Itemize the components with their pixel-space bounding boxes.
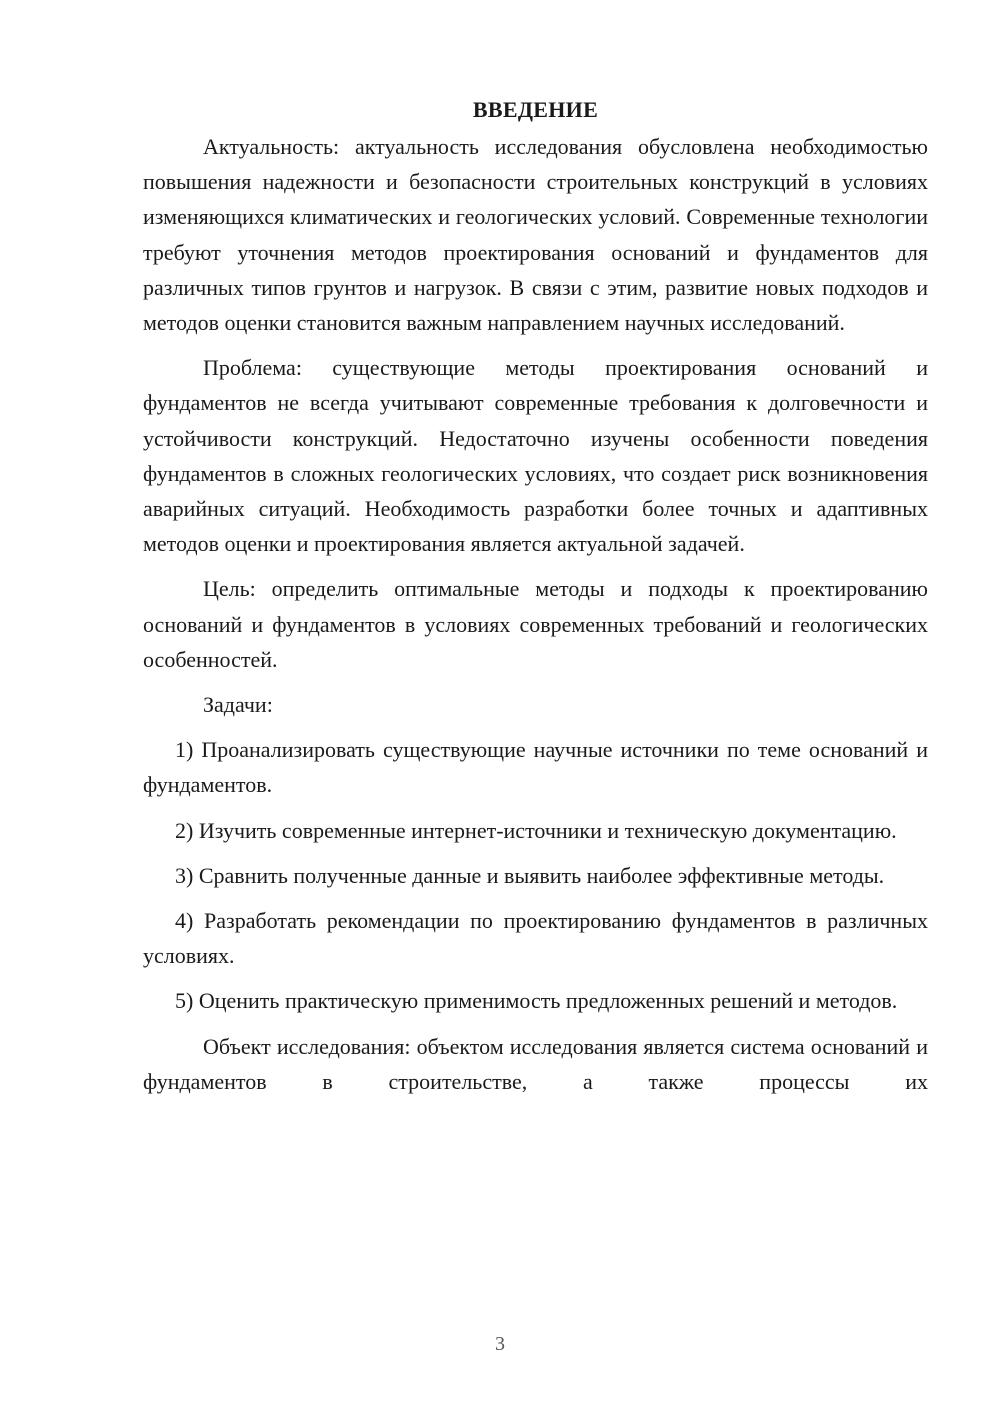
problem-paragraph: Проблема: существующие методы проектирования оснований и фундаментов не всегда учитывают современные требования к долговечности и устойчивости конструкций. Недостаточно изучены особенности поведения фундаментов в сложных геологических условиях, что создает риск возникновения аварийных ситуаций. Необходимость разработки более точных и адаптивных методов оценки и проектирования является актуальной задачей. [143,355,928,557]
task-item-1: 1) Проанализировать существующие научные источники по теме оснований и фундаментов. [143,737,928,798]
task-item-4: 4) Разработать рекомендации по проектированию фундаментов в различных условиях. [143,908,928,969]
document-page [143,92,928,1099]
task-item-5: 5) Оценить практическую применимость предложенных решений и методов. [175,988,898,1014]
goal-paragraph: Цель: определить оптимальные методы и подходы к проектированию оснований и фундаментов в условиях современных требований и геологических особенностей. [143,576,928,672]
task-item-2: 2) Изучить современные интернет-источники и техническую документацию. [175,817,897,843]
task-item-3: 3) Сравнить полученные данные и выявить наиболее эффективные методы. [175,862,885,888]
section-title: ВВЕДЕНИЕ [472,97,599,122]
page-number: 3 [495,1333,505,1355]
tasks-heading: Задачи: [203,692,273,718]
object-paragraph: Объект исследования: объектом исследования является система оснований и фундаментов в строительстве, а также процессы их [143,1033,928,1094]
relevance-paragraph: Актуальность: актуальность исследования обусловлена необходимостью повышения надежности и безопасности строительных конструкций в условиях изменяющихся климатических и геологических условий. Современные технологии требуют уточнения методов проектирования оснований и фундаментов для различных типов грунтов и нагрузок. В связи с этим, развитие новых подходов и методов оценки становится важным направлением научных исследований. [143,134,928,336]
